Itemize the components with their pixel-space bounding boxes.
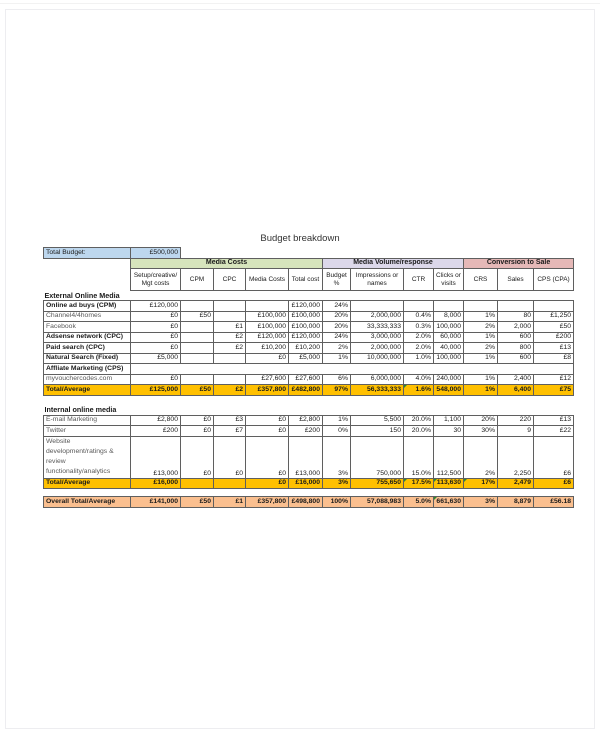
section-total-cell: £357,800 <box>246 385 289 396</box>
section-label: Internal online media <box>44 405 117 415</box>
section-total-cell <box>181 478 214 489</box>
data-cell: £120,000 <box>289 301 323 312</box>
data-cell <box>534 301 574 312</box>
data-cell: 20% <box>323 322 351 333</box>
error-flag-icon <box>434 479 437 482</box>
error-flag-icon <box>434 497 437 500</box>
overall-total-cell: 3% <box>464 497 498 508</box>
data-cell: £0 <box>181 426 214 437</box>
data-cell: 6% <box>323 374 351 385</box>
error-flag-icon <box>404 479 407 482</box>
data-cell: 1% <box>464 332 498 343</box>
data-cell: 3,000,000 <box>351 332 404 343</box>
data-cell <box>498 301 534 312</box>
data-cell: 3% <box>323 436 351 478</box>
data-cell: £120,000 <box>289 332 323 343</box>
data-cell: £2,800 <box>131 415 181 426</box>
row-label: Facebook <box>44 322 131 333</box>
data-cell: £13,000 <box>289 436 323 478</box>
column-header: Budget % <box>323 269 351 291</box>
data-cell <box>181 301 214 312</box>
data-cell <box>214 353 246 364</box>
column-header: Media Costs <box>246 269 289 291</box>
section-total-cell: 2,479 <box>498 478 534 489</box>
data-cell: £0 <box>131 374 181 385</box>
data-cell: 2% <box>464 436 498 478</box>
overall-total-cell: 100% <box>323 497 351 508</box>
data-cell: 2,400 <box>498 374 534 385</box>
data-cell: 240,000 <box>434 374 464 385</box>
data-cell: 100,000 <box>434 353 464 364</box>
data-cell: £8 <box>534 353 574 364</box>
section-total-cell: £75 <box>534 385 574 396</box>
total-budget-label: Total Budget: <box>44 248 131 259</box>
data-cell: 150 <box>351 426 404 437</box>
data-cell: £50 <box>534 322 574 333</box>
data-cell: £27,600 <box>246 374 289 385</box>
column-header: CPC <box>214 269 246 291</box>
data-cell: £5,000 <box>131 353 181 364</box>
data-cell: £0 <box>214 436 246 478</box>
data-cell: £100,000 <box>246 322 289 333</box>
data-cell <box>214 301 246 312</box>
data-cell: 9 <box>498 426 534 437</box>
section-total-cell: £6 <box>534 478 574 489</box>
data-cell: 1% <box>323 353 351 364</box>
data-cell: £0 <box>131 332 181 343</box>
data-cell: 2,000,000 <box>351 311 404 322</box>
data-cell: 1.0% <box>404 353 434 364</box>
section-total-cell: 3% <box>323 478 351 489</box>
data-cell: £120,000 <box>131 301 181 312</box>
data-cell: 4.0% <box>404 374 434 385</box>
data-cell: 20.0% <box>404 426 434 437</box>
section-label: External Online Media <box>44 290 120 300</box>
overall-total-cell: £50 <box>181 497 214 508</box>
data-cell: £200 <box>131 426 181 437</box>
section-total-cell: 113,630 <box>434 478 464 489</box>
data-cell: 1% <box>464 353 498 364</box>
row-label: Website development/ratings & review functionality/analytics <box>44 436 131 478</box>
row-label: E-mail Marketing <box>44 415 131 426</box>
data-cell: 20% <box>464 415 498 426</box>
data-cell <box>214 311 246 322</box>
data-cell: 600 <box>498 353 534 364</box>
data-cell: £0 <box>131 322 181 333</box>
overall-total-cell: £357,800 <box>246 497 289 508</box>
page-top-edge <box>0 3 600 4</box>
data-cell: 0.3% <box>404 322 434 333</box>
section-total-cell: £16,000 <box>131 478 181 489</box>
section-total-cell: 17.5% <box>404 478 434 489</box>
data-cell: 100,000 <box>434 322 464 333</box>
section-total-cell: 1.6% <box>404 385 434 396</box>
data-cell: £0 <box>131 343 181 354</box>
data-cell: 112,500 <box>434 436 464 478</box>
data-cell <box>464 301 498 312</box>
data-cell <box>214 374 246 385</box>
row-label: Twitter <box>44 426 131 437</box>
data-cell: 750,000 <box>351 436 404 478</box>
overall-total-cell: 661,630 <box>434 497 464 508</box>
data-cell: £200 <box>289 426 323 437</box>
data-cell: £0 <box>181 436 214 478</box>
section-total-cell: £482,800 <box>289 385 323 396</box>
data-cell: £0 <box>246 436 289 478</box>
data-cell: 0.4% <box>404 311 434 322</box>
data-cell: £1,250 <box>534 311 574 322</box>
data-cell: £1 <box>214 322 246 333</box>
data-cell: £0 <box>246 353 289 364</box>
data-cell: £10,200 <box>289 343 323 354</box>
data-cell: 2,250 <box>498 436 534 478</box>
data-cell: 2.0% <box>404 332 434 343</box>
row-label: Paid search (CPC) <box>44 343 131 354</box>
data-cell: 1% <box>323 415 351 426</box>
data-cell <box>181 374 214 385</box>
data-cell: £100,000 <box>289 311 323 322</box>
section-total-cell: 97% <box>323 385 351 396</box>
data-cell: 6,000,000 <box>351 374 404 385</box>
section-total-cell: £2 <box>214 385 246 396</box>
overall-total-label: Overall Total/Average <box>44 497 131 508</box>
data-cell: 1,100 <box>434 415 464 426</box>
data-cell: 2.0% <box>404 343 434 354</box>
column-header: Sales <box>498 269 534 291</box>
column-header: CTR <box>404 269 434 291</box>
overall-total-cell: £498,800 <box>289 497 323 508</box>
error-flag-icon <box>464 479 467 482</box>
spacer-cell <box>44 259 131 269</box>
data-cell: 800 <box>498 343 534 354</box>
data-cell: £3 <box>214 415 246 426</box>
data-cell: 8,000 <box>434 311 464 322</box>
spacer-row <box>44 489 574 497</box>
row-label: myvouchercodes.com <box>44 374 131 385</box>
data-cell: £0 <box>246 415 289 426</box>
row-label: Affliate Marketing (CPS) <box>44 364 131 375</box>
data-cell: £0 <box>181 415 214 426</box>
data-cell <box>351 301 404 312</box>
column-header: Total cost <box>289 269 323 291</box>
overall-total-cell: £141,000 <box>131 497 181 508</box>
section-total-cell: £125,000 <box>131 385 181 396</box>
data-cell: 10,000,000 <box>351 353 404 364</box>
data-cell <box>181 332 214 343</box>
data-cell: £0 <box>246 426 289 437</box>
data-cell: £2 <box>214 332 246 343</box>
column-group-header: Conversion to Sale <box>464 259 574 269</box>
section-total-cell <box>214 478 246 489</box>
row-label: Adsense network (CPC) <box>44 332 131 343</box>
section-total-cell: 17% <box>464 478 498 489</box>
row-label: Natural Search (Fixed) <box>44 353 131 364</box>
data-cell: 20.0% <box>404 415 434 426</box>
overall-total-cell: 57,088,983 <box>351 497 404 508</box>
row-label: Channel4/4homes <box>44 311 131 322</box>
data-cell: 220 <box>498 415 534 426</box>
data-cell <box>246 301 289 312</box>
column-group-header: Media Volume/response <box>323 259 464 269</box>
overall-total-cell: £56.18 <box>534 497 574 508</box>
data-cell: 15.0% <box>404 436 434 478</box>
data-cell: £7 <box>214 426 246 437</box>
spacer-cell <box>181 248 574 259</box>
overall-total-cell: 5.0% <box>404 497 434 508</box>
data-cell: 33,333,333 <box>351 322 404 333</box>
column-group-header: Media Costs <box>131 259 323 269</box>
data-cell <box>181 343 214 354</box>
column-header: Impressions or names <box>351 269 404 291</box>
section-total-label: Total/Average <box>44 385 131 396</box>
data-cell <box>404 301 434 312</box>
data-cell: £13,000 <box>131 436 181 478</box>
data-cell: 80 <box>498 311 534 322</box>
data-cell <box>181 322 214 333</box>
data-cell: 40,000 <box>434 343 464 354</box>
section-total-cell: £16,000 <box>289 478 323 489</box>
row-label: Online ad buys (CPM) <box>44 301 131 312</box>
data-cell: 0% <box>323 426 351 437</box>
data-cell: 24% <box>323 332 351 343</box>
column-header: CPS (CPA) <box>534 269 574 291</box>
data-cell: 30 <box>434 426 464 437</box>
spacer-cell <box>44 269 131 291</box>
data-cell: 60,000 <box>434 332 464 343</box>
column-header: Setup/creative/ Mgt costs <box>131 269 181 291</box>
budget-table <box>43 247 574 508</box>
data-cell: £10,200 <box>246 343 289 354</box>
section-total-cell: 755,650 <box>351 478 404 489</box>
data-cell: £2,800 <box>289 415 323 426</box>
data-cell: £5,000 <box>289 353 323 364</box>
data-cell: 2% <box>464 343 498 354</box>
section-total-cell: 548,000 <box>434 385 464 396</box>
data-cell: 30% <box>464 426 498 437</box>
data-cell <box>434 301 464 312</box>
total-budget-value: £500,000 <box>131 248 181 259</box>
data-cell: 5,500 <box>351 415 404 426</box>
data-cell: 1% <box>464 374 498 385</box>
data-cell: 20% <box>323 311 351 322</box>
section-total-cell: £50 <box>181 385 214 396</box>
data-cell: £50 <box>181 311 214 322</box>
section-total-cell: £0 <box>246 478 289 489</box>
data-cell: £100,000 <box>246 311 289 322</box>
column-header: CRS <box>464 269 498 291</box>
error-flag-icon <box>404 385 407 388</box>
data-cell: 2% <box>323 343 351 354</box>
section-total-label: Total/Average <box>44 478 131 489</box>
data-cell: 24% <box>323 301 351 312</box>
data-cell: £27,600 <box>289 374 323 385</box>
data-cell <box>181 353 214 364</box>
data-cell: £12 <box>534 374 574 385</box>
column-header: Clicks or visits <box>434 269 464 291</box>
data-cell: 600 <box>498 332 534 343</box>
overall-total-cell: 8,879 <box>498 497 534 508</box>
empty-span-cell <box>131 364 574 375</box>
section-total-cell: 6,400 <box>498 385 534 396</box>
document-title: Budget breakdown <box>260 233 340 244</box>
data-cell: £13 <box>534 415 574 426</box>
data-cell: £22 <box>534 426 574 437</box>
data-cell: 2% <box>464 322 498 333</box>
column-header: CPM <box>181 269 214 291</box>
data-cell: £100,000 <box>289 322 323 333</box>
data-cell: £200 <box>534 332 574 343</box>
data-cell: 2,000 <box>498 322 534 333</box>
overall-total-cell: £1 <box>214 497 246 508</box>
spacer-row <box>44 395 574 405</box>
data-cell: £13 <box>534 343 574 354</box>
section-total-cell: 56,333,333 <box>351 385 404 396</box>
section-total-cell: 1% <box>464 385 498 396</box>
data-cell: £2 <box>214 343 246 354</box>
data-cell: £0 <box>131 311 181 322</box>
data-cell: 2,000,000 <box>351 343 404 354</box>
data-cell: 1% <box>464 311 498 322</box>
data-cell: £120,000 <box>246 332 289 343</box>
data-cell: £6 <box>534 436 574 478</box>
